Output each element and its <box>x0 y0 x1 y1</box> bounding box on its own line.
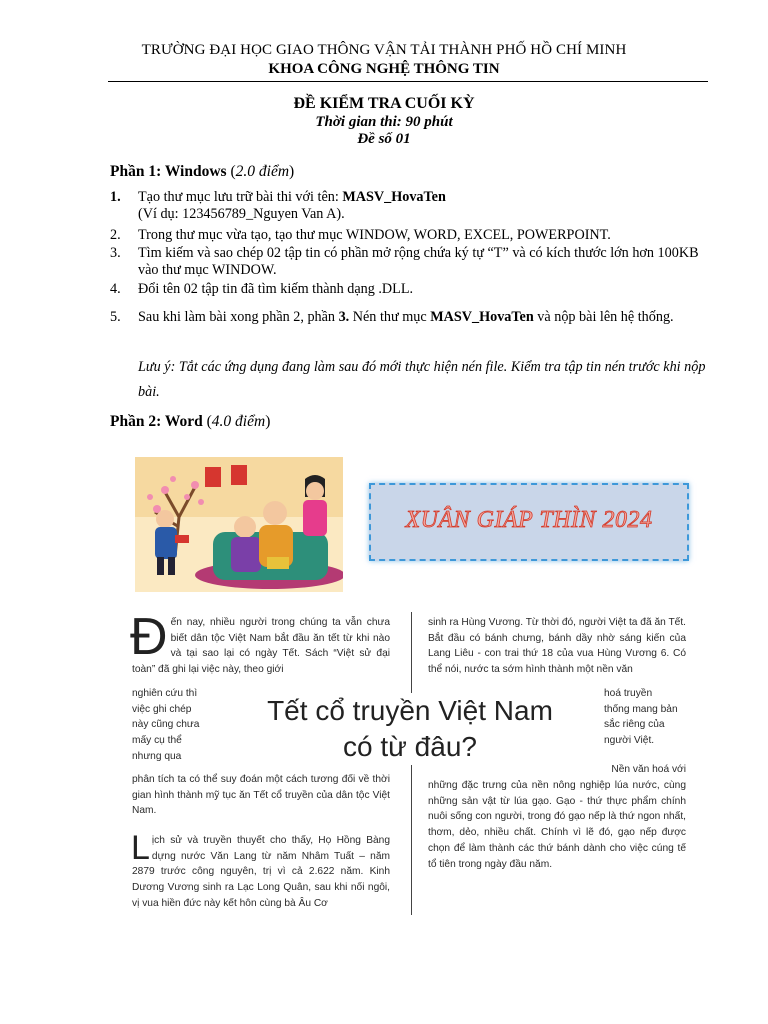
item-text: Đổi tên 02 tập tin đã tìm kiếm thành dạng .DLL. <box>138 281 414 297</box>
part2-points: 4.0 điểm <box>211 413 266 430</box>
item-example: (Ví dụ: 123456789_Nguyen Van A). <box>138 206 345 222</box>
item-text-c: và nộp bài lên hệ thống. <box>533 309 674 325</box>
tet-family-clipart <box>135 457 343 592</box>
item-number: 2. <box>110 227 121 243</box>
article-line: thống mang bản <box>604 703 678 715</box>
item-bold-a: 3. <box>338 309 350 325</box>
article-col2-mid <box>604 686 686 749</box>
article-line: này cũng chưa <box>132 719 200 731</box>
article-title-line1: Tết cổ truyền Việt Nam <box>267 695 553 726</box>
dropcap-d: Đ <box>130 608 168 666</box>
item-bold-b: MASV_HovaTen <box>430 309 534 325</box>
article-col1-top <box>130 608 390 678</box>
item-number: 3. <box>110 245 121 261</box>
article-col1-mid <box>132 686 222 765</box>
part1-title: Phần 1: Windows <box>110 163 227 180</box>
item-number: 4. <box>110 281 121 297</box>
article-line: mấy cụ thể <box>132 735 182 747</box>
item-number: 1. <box>110 189 121 205</box>
exam-title: ĐỀ KIỂM TRA CUỐI KỲ <box>293 95 475 112</box>
item-text: Tạo thư mục lưu trữ bài thi với tên: <box>138 189 343 205</box>
part1-heading: Phần 1: Windows (2.0 điểm) <box>110 163 295 180</box>
item-text: Trong thư mục vừa tạo, tạo thư mục WINDOW, WORD, EXCEL, POWERPOINT. <box>138 227 611 243</box>
article-line: người Việt. <box>604 735 655 747</box>
article-line: nhưng qua <box>132 750 182 762</box>
article-line: hoá truyền <box>604 688 653 699</box>
exam-time: Thời gian thi: 90 phút <box>315 114 453 130</box>
article-paragraph: ịch sử và truyền thuyết cho thấy, Họ Hồng Bàng dựng nước Văn Lang từ năm Nhâm Tuất – năm 2879 trước công nguyên, trị vì cả 2.622 năm. Kinh Dương Vương sinh ra Lạc Long Quân, sau khi nối ngôi, vị vua hiền đức này kết hôn cùng bà Âu Cơ <box>132 835 390 909</box>
item-number: 5. <box>110 309 121 325</box>
article-col1-end: phân tích ta có thể suy đoán một cách tương đối về thời gian hình thành mỹ tục ăn Tết cổ truyền của dân tộc Việt Nam. <box>132 774 390 817</box>
article-title-line2: có từ đâu? <box>343 731 477 762</box>
article-line: sắc riêng của <box>604 719 665 731</box>
article-title <box>230 693 590 765</box>
exam-number: Đề số 01 <box>357 131 411 147</box>
part1-note: Lưu ý: Tắt các ứng dụng đang làm sau đó mới thực hiện nén file. Kiểm tra tập tin nén trước khi nộp bài. <box>138 359 706 400</box>
dropcap-l: L <box>131 829 150 867</box>
item-bold-text: MASV_HovaTen <box>342 189 446 205</box>
article-line: việc ghi chép <box>132 703 192 715</box>
article-col2-p2-start: Nền văn hoá với <box>611 764 686 775</box>
item-text: Sau khi làm bài xong phần 2, phần <box>138 309 339 325</box>
article-col2-top: sinh ra Hùng Vương. Từ thời đó, người Việt ta đã ăn Tết. Bắt đầu có bánh chưng, bánh dầy nhờ sáng kiến của Lang Liêu - con trai thứ 18 của vua Hùng Vương 6. Có thể nói, nước ta sớm hình thành một nền văn <box>428 617 686 676</box>
article-paragraph: ến nay, nhiều người trong chúng ta vẫn chưa biết dân tộc Việt Nam bắt đầu ăn tết từ khi nào và tại sao lại có ngày Tết. Sách “Việt sử đại toàn” đã ghi lại việc này, theo giới <box>132 617 390 676</box>
article-line: nghiên cứu thì <box>132 688 198 699</box>
faculty-name: KHOA CÔNG NGHỆ THÔNG TIN <box>268 61 500 77</box>
part1-points: 2.0 điểm <box>235 163 290 180</box>
banner-title: XUÂN GIÁP THÌN 2024 <box>405 507 653 533</box>
item-text: Tìm kiếm và sao chép 02 tập tin có phần mở rộng chứa ký tự “T” và có kích thước lớn hơn 100KB vào thư mục WINDOW. <box>138 245 699 278</box>
article-col1-p2 <box>131 829 390 912</box>
banner-box <box>369 483 689 561</box>
item-text-b: Nén thư mục <box>349 309 431 325</box>
header-divider <box>108 81 708 82</box>
part2-title: Phần 2: Word <box>110 413 203 430</box>
article-col2-p2: những đặc trưng của nền nông nghiệp lúa nước, cùng những sản vật từ lúa gạo. Gạo - thứ thực phẩm chính nuôi sống con người, trong đó gạo nếp là thứ ngon nhất, thơm, dẻo, nhiều chất. Chính vì lẽ đó, gạo nếp được chọn để làm thành các thứ bánh dành cho việc cúng tế tổ tiên trong ngày đầu năm. <box>428 780 686 870</box>
part2-heading: Phần 2: Word (4.0 điểm) <box>110 413 271 430</box>
university-name: TRƯỜNG ĐẠI HỌC GIAO THÔNG VẬN TẢI THÀNH PHỐ HỒ CHÍ MINH <box>141 42 627 58</box>
